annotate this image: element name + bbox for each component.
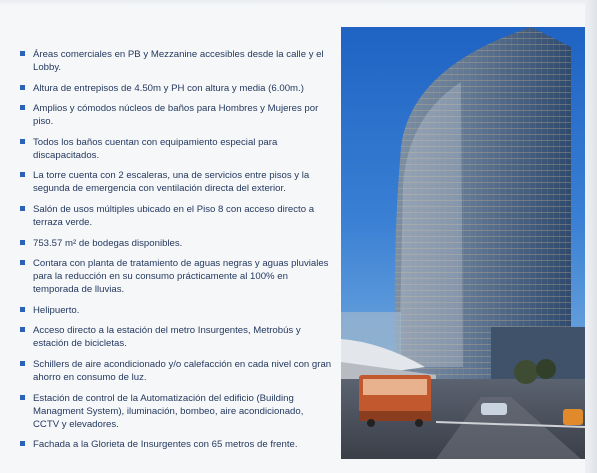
feature-item — [20, 48, 332, 74]
feature-item — [20, 136, 332, 162]
square-bullet-icon — [20, 395, 25, 400]
feature-text: Helipuerto. — [33, 304, 80, 316]
square-bullet-icon — [20, 361, 25, 366]
car — [481, 403, 507, 415]
feature-item — [20, 203, 332, 229]
feature-item — [20, 257, 332, 296]
feature-text: Fachada a la Glorieta de Insurgentes con 65 metros de frente. — [33, 439, 298, 451]
square-bullet-icon — [20, 139, 25, 144]
feature-item — [20, 358, 332, 384]
top-strip — [0, 0, 597, 6]
feature-text: 753.57 m² de bodegas disponibles. — [33, 237, 183, 249]
square-bullet-icon — [20, 206, 25, 211]
feature-text: Schillers de aire acondicionado y/o calefacción en cada nivel con gran ahorro en consumo de luz. — [33, 358, 332, 383]
feature-text: La torre cuenta con 2 escaleras, una de servicios entre pisos y la segunda de emergencia con ventilación directa del exterior. — [33, 170, 310, 195]
feature-item — [20, 82, 332, 95]
car — [563, 409, 583, 425]
square-bullet-icon — [20, 441, 25, 446]
page-edge — [585, 0, 597, 473]
building-photo — [341, 27, 585, 459]
square-bullet-icon — [20, 240, 25, 245]
podium — [491, 327, 585, 387]
feature-text: Estación de control de la Automatización del edificio (Building Managment System), iluminación, bombeo, aire acondicionado, CCTV y elevadores. — [33, 392, 304, 430]
feature-item — [20, 324, 332, 350]
feature-text: Altura de entrepisos de 4.50m y PH con altura y media (6.00m.) — [33, 82, 304, 94]
feature-text: Amplios y cómodos núcleos de baños para Hombres y Mujeres por piso. — [33, 103, 319, 128]
feature-text: Acceso directo a la estación del metro Insurgentes, Metrobús y estación de bicicletas. — [33, 325, 301, 350]
feature-item — [20, 169, 332, 195]
feature-item — [20, 304, 332, 317]
feature-text: Salón de usos múltiples ubicado en el Piso 8 con acceso directo a terraza verde. — [33, 203, 315, 228]
feature-item — [20, 237, 332, 250]
square-bullet-icon — [20, 105, 25, 110]
tree — [536, 359, 556, 379]
feature-text: Áreas comerciales en PB y Mezzanine accesibles desde la calle y el Lobby. — [33, 49, 324, 73]
feature-list — [20, 48, 332, 459]
square-bullet-icon — [20, 327, 25, 332]
square-bullet-icon — [20, 307, 25, 312]
square-bullet-icon — [20, 260, 25, 265]
square-bullet-icon — [20, 85, 25, 90]
feature-item — [20, 392, 332, 431]
feature-text: Todos los baños cuentan con equipamiento especial para discapacitados. — [33, 136, 278, 161]
feature-text: Contara con planta de tratamiento de aguas negras y aguas pluviales para la reducción en su consumo prácticamente al 100% en temporada de lluvias. — [33, 258, 329, 296]
square-bullet-icon — [20, 51, 25, 56]
feature-item — [20, 438, 332, 451]
tree — [514, 360, 538, 384]
feature-item — [20, 102, 332, 128]
square-bullet-icon — [20, 172, 25, 177]
tower-illustration — [341, 27, 585, 459]
